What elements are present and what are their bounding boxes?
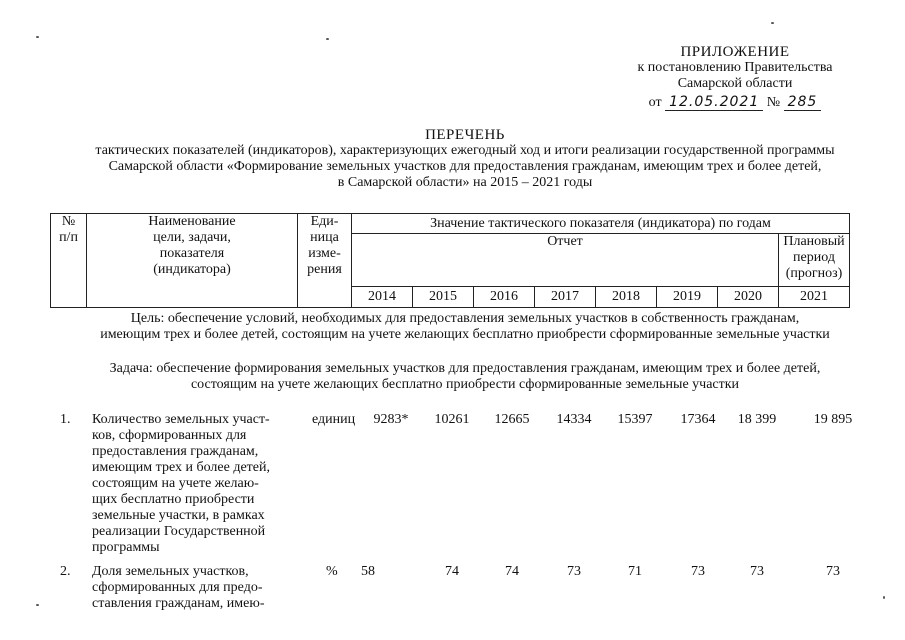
appendix-block xyxy=(600,44,870,111)
year-header: 2021 xyxy=(779,287,850,308)
year-header: 2014 xyxy=(352,287,413,308)
title-line-2: Самарской области «Формирование земельных участков для предоставления гражданам, имеющим трех и более детей, xyxy=(108,159,822,174)
scan-speck xyxy=(771,22,774,24)
row-description: Количество земельных участ- ков, сформированных для предоставления гражданам, имеющим трех и более детей, состоящим на учете желаю- щих бесплатно приобрести земельные участки, в рамках реализации Государственной программы xyxy=(92,412,270,555)
appendix-title: ПРИЛОЖЕНИЕ xyxy=(680,44,790,60)
row-unit: единиц xyxy=(312,412,356,427)
appendix-line-1: к постановлению Правительства xyxy=(637,60,833,75)
row-value: 71 xyxy=(628,564,642,579)
row-value: 17364 xyxy=(680,412,716,427)
title-line-1: тактических показателей (индикаторов), характеризующих ежегодный ход и итоги реализации государственной программы xyxy=(95,143,835,158)
goal-section xyxy=(40,311,890,343)
handwritten-date: 12.05.2021 xyxy=(665,94,763,111)
col-number-header: № п/п xyxy=(51,214,87,308)
row-value: 18 399 xyxy=(737,412,777,427)
row-value: 74 xyxy=(505,564,519,579)
row-value: 19 895 xyxy=(813,412,853,427)
row-value: 73 xyxy=(691,564,705,579)
row-value: 73 xyxy=(826,564,840,579)
appendix-line-2: Самарской области xyxy=(677,76,793,91)
number-prefix: № xyxy=(766,95,781,110)
goal-line-2: имеющим трех и более детей, состоящим на учете желающих бесплатно приобрести сформированные земельные участки xyxy=(100,327,830,342)
row-value: 12665 xyxy=(494,412,530,427)
year-header: 2018 xyxy=(596,287,657,308)
row-description: Доля земельных участков, сформированных для предо- ставления гражданам, имею- xyxy=(92,564,265,611)
report-header: Отчет xyxy=(352,234,779,287)
scan-speck xyxy=(326,38,329,40)
task-section xyxy=(40,361,890,393)
scan-speck xyxy=(883,596,885,599)
scan-speck xyxy=(36,36,39,38)
row-value: 14334 xyxy=(556,412,592,427)
title-heading: ПЕРЕЧЕНЬ xyxy=(425,127,505,143)
row-value: 10261 xyxy=(434,412,470,427)
row-unit: % xyxy=(326,564,338,579)
year-header: 2015 xyxy=(413,287,474,308)
year-header: 2017 xyxy=(535,287,596,308)
row-value: 58 xyxy=(361,564,375,579)
date-prefix: от xyxy=(648,95,662,110)
appendix-date-line xyxy=(600,94,870,111)
year-header: 2016 xyxy=(474,287,535,308)
col-unit-header: Еди- ница изме- рения xyxy=(298,214,352,308)
value-title-header: Значение тактического показателя (индикатора) по годам xyxy=(352,214,850,234)
indicator-table-header xyxy=(50,213,850,308)
row-value: 73 xyxy=(750,564,764,579)
row-number: 1. xyxy=(60,412,71,427)
col-name-header: Наименование цели, задачи, показателя (индикатора) xyxy=(87,214,298,308)
title-line-3: в Самарской области» на 2015 – 2021 годы xyxy=(337,175,593,190)
year-header: 2019 xyxy=(657,287,718,308)
document-title xyxy=(40,127,890,191)
row-value: 74 xyxy=(445,564,459,579)
task-line-2: состоящим на учете желающих бесплатно приобрести сформированные земельные участки xyxy=(190,377,740,392)
scan-speck xyxy=(36,604,39,606)
goal-line-1: Цель: обеспечение условий, необходимых для предоставления земельных участков в собственность гражданам, xyxy=(130,311,800,326)
row-value: 15397 xyxy=(617,412,653,427)
task-line-1: Задача: обеспечение формирования земельных участков для предоставления гражданам, имеющим трех и более детей, xyxy=(109,361,821,376)
plan-header: Плановый период (прогноз) xyxy=(779,234,850,287)
row-value: 9283* xyxy=(373,412,409,427)
row-number: 2. xyxy=(60,564,71,579)
year-header: 2020 xyxy=(718,287,779,308)
handwritten-number: 285 xyxy=(784,94,822,111)
row-value: 73 xyxy=(567,564,581,579)
